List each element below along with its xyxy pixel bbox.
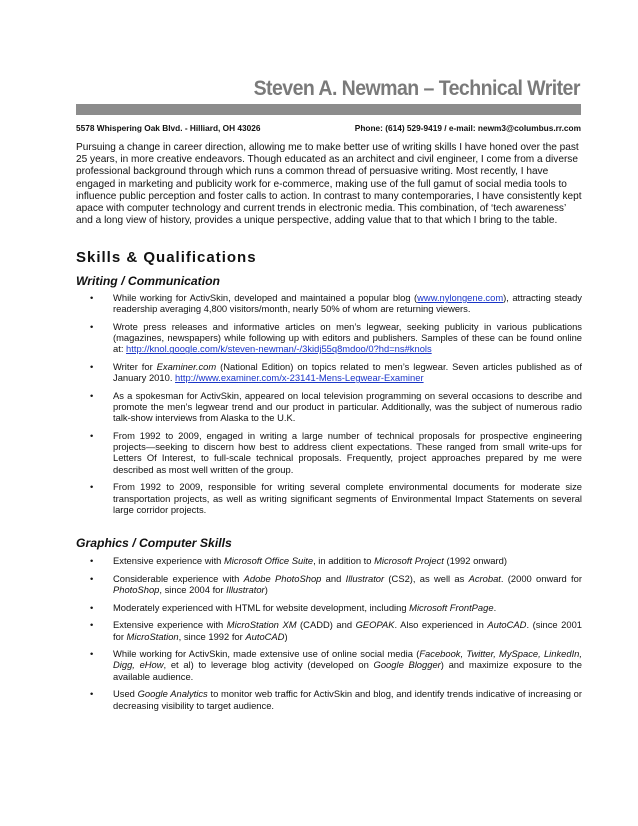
list-item: • Used Google Analytics to monitor web traffic for ActivSkin and blog, and identify trends indicative of increasing or decreasing visibility to target audience. [90,688,582,711]
list-item: • While working for ActivSkin, developed and maintained a popular blog (www.nylongene.com), attracting steady readership averaging 4,800 visitors/month, nearly 50% of whom are returning viewers. [90,292,582,315]
writing-heading: Writing / Communication [76,274,220,288]
address: 5578 Whispering Oak Blvd. - Hilliard, OH 43026 [76,123,261,133]
list-item: • While working for ActivSkin, made extensive use of online social media (Facebook, Twitter, MySpace, LinkedIn, Digg, eHow, et al) to leverage blog activity (developed on Google Blogger) and maximize exposure to the available audience. [90,648,582,682]
graphics-list [76,555,582,717]
bullet: • [90,619,94,631]
skills-heading: Skills & Qualifications [76,249,257,266]
examiner-link[interactable]: http://www.examiner.com/x-23141-Mens-Legwear-Examiner [175,372,424,384]
list-item: • As a spokesman for ActivSkin, appeared on local television programming on several occasions to describe and promote the men’s legwear trend and our product in particular. Additionally, was the subject of numerous radio talk-show interviews from Alaska to the U.K. [90,389,582,424]
bullet: • [90,361,94,373]
bullet: • [90,292,94,303]
bullet: • [90,389,94,401]
bullet: • [90,572,94,584]
blog-link[interactable]: www.nylongene.com [417,292,504,303]
writing-list [76,292,582,521]
bullet: • [90,320,94,332]
title-rule [76,104,581,115]
list-item: • Considerable experience with Adobe PhotoShop and Illustrator (CS2), as well as Acrobat. (2000 onward for PhotoShop, since 2004 for Illustrator) [90,572,582,595]
bullet: • [90,648,94,660]
knol-link[interactable]: http://knol.google.com/k/steven-newman/-/3kidj55q8mdoo/0?hd=ns#knols [126,343,432,355]
bullet: • [90,555,94,566]
bullet: • [90,601,94,613]
list-item: • Wrote press releases and informative articles on men’s legwear, seeking publicity in various publications (magazines, newspapers) while following up with editors and publishers. Samples of these can be found online at: http://knol.google.com/k/steven-newman/-/3kidj55q8mdoo/0?hd=ns#knols [90,320,582,355]
list-item: • Extensive experience with MicroStation XM (CADD) and GEOPAK. Also experienced in AutoCAD. (since 2001 for MicroStation, since 1992 for AutoCAD) [90,619,582,642]
summary-paragraph: Pursuing a change in career direction, allowing me to make better use of writing skills I have honed over the past 25 years, in more creative endeavors. Though educated as an architect and civil engineer, I come from a diverse professional background through which runs a common thread of persuasive writing. Most recently, I have engaged in marketing and publicity work for e-commerce, making use of the full gamut of social media tools to influence public perception and foster calls to action. In contrast to many contemporaries, I have consistently kept apace with computer technology and current trends in electronic media. This combination, of ‘tech awareness’ and a long view of history, provides a unique perspective, adding value that to that which I bring to the table. [76,142,582,227]
resume-title: Steven A. Newman – Technical Writer [253,77,580,100]
list-item: • Extensive experience with Microsoft Office Suite, in addition to Microsoft Project (1992 onward) [90,555,507,566]
bullet: • [90,688,94,700]
phone-email: Phone: (614) 529-9419 / e-mail: newm3@columbus.rr.com [354,123,581,133]
list-item: • Moderately experienced with HTML for website development, including Microsoft FrontPage. [90,601,497,613]
bullet: • [90,481,94,493]
list-item: • From 1992 to 2009, engaged in writing a large number of technical proposals for prospective engineering projects—seeking to discern how best to address client expectations. These ranged from small write-ups for Letters Of Interest, to full-scale technical proposals. Frequently, project approaches prepared by me were described as most well written of the group. [90,430,582,475]
graphics-heading: Graphics / Computer Skills [76,536,232,550]
list-item: • Writer for Examiner.com (National Edition) on topics related to men’s legwear. Seven articles published as of January 2010. http://www.examiner.com/x-23141-Mens-Legwear-Examiner [90,361,582,384]
bullet: • [90,430,94,442]
contact-line [76,123,581,135]
list-item: • From 1992 to 2009, responsible for writing several complete environmental documents for moderate size transportation projects, as well as writing significant segments of Environmental Impact Statements on several large corridor projects. [90,481,582,515]
